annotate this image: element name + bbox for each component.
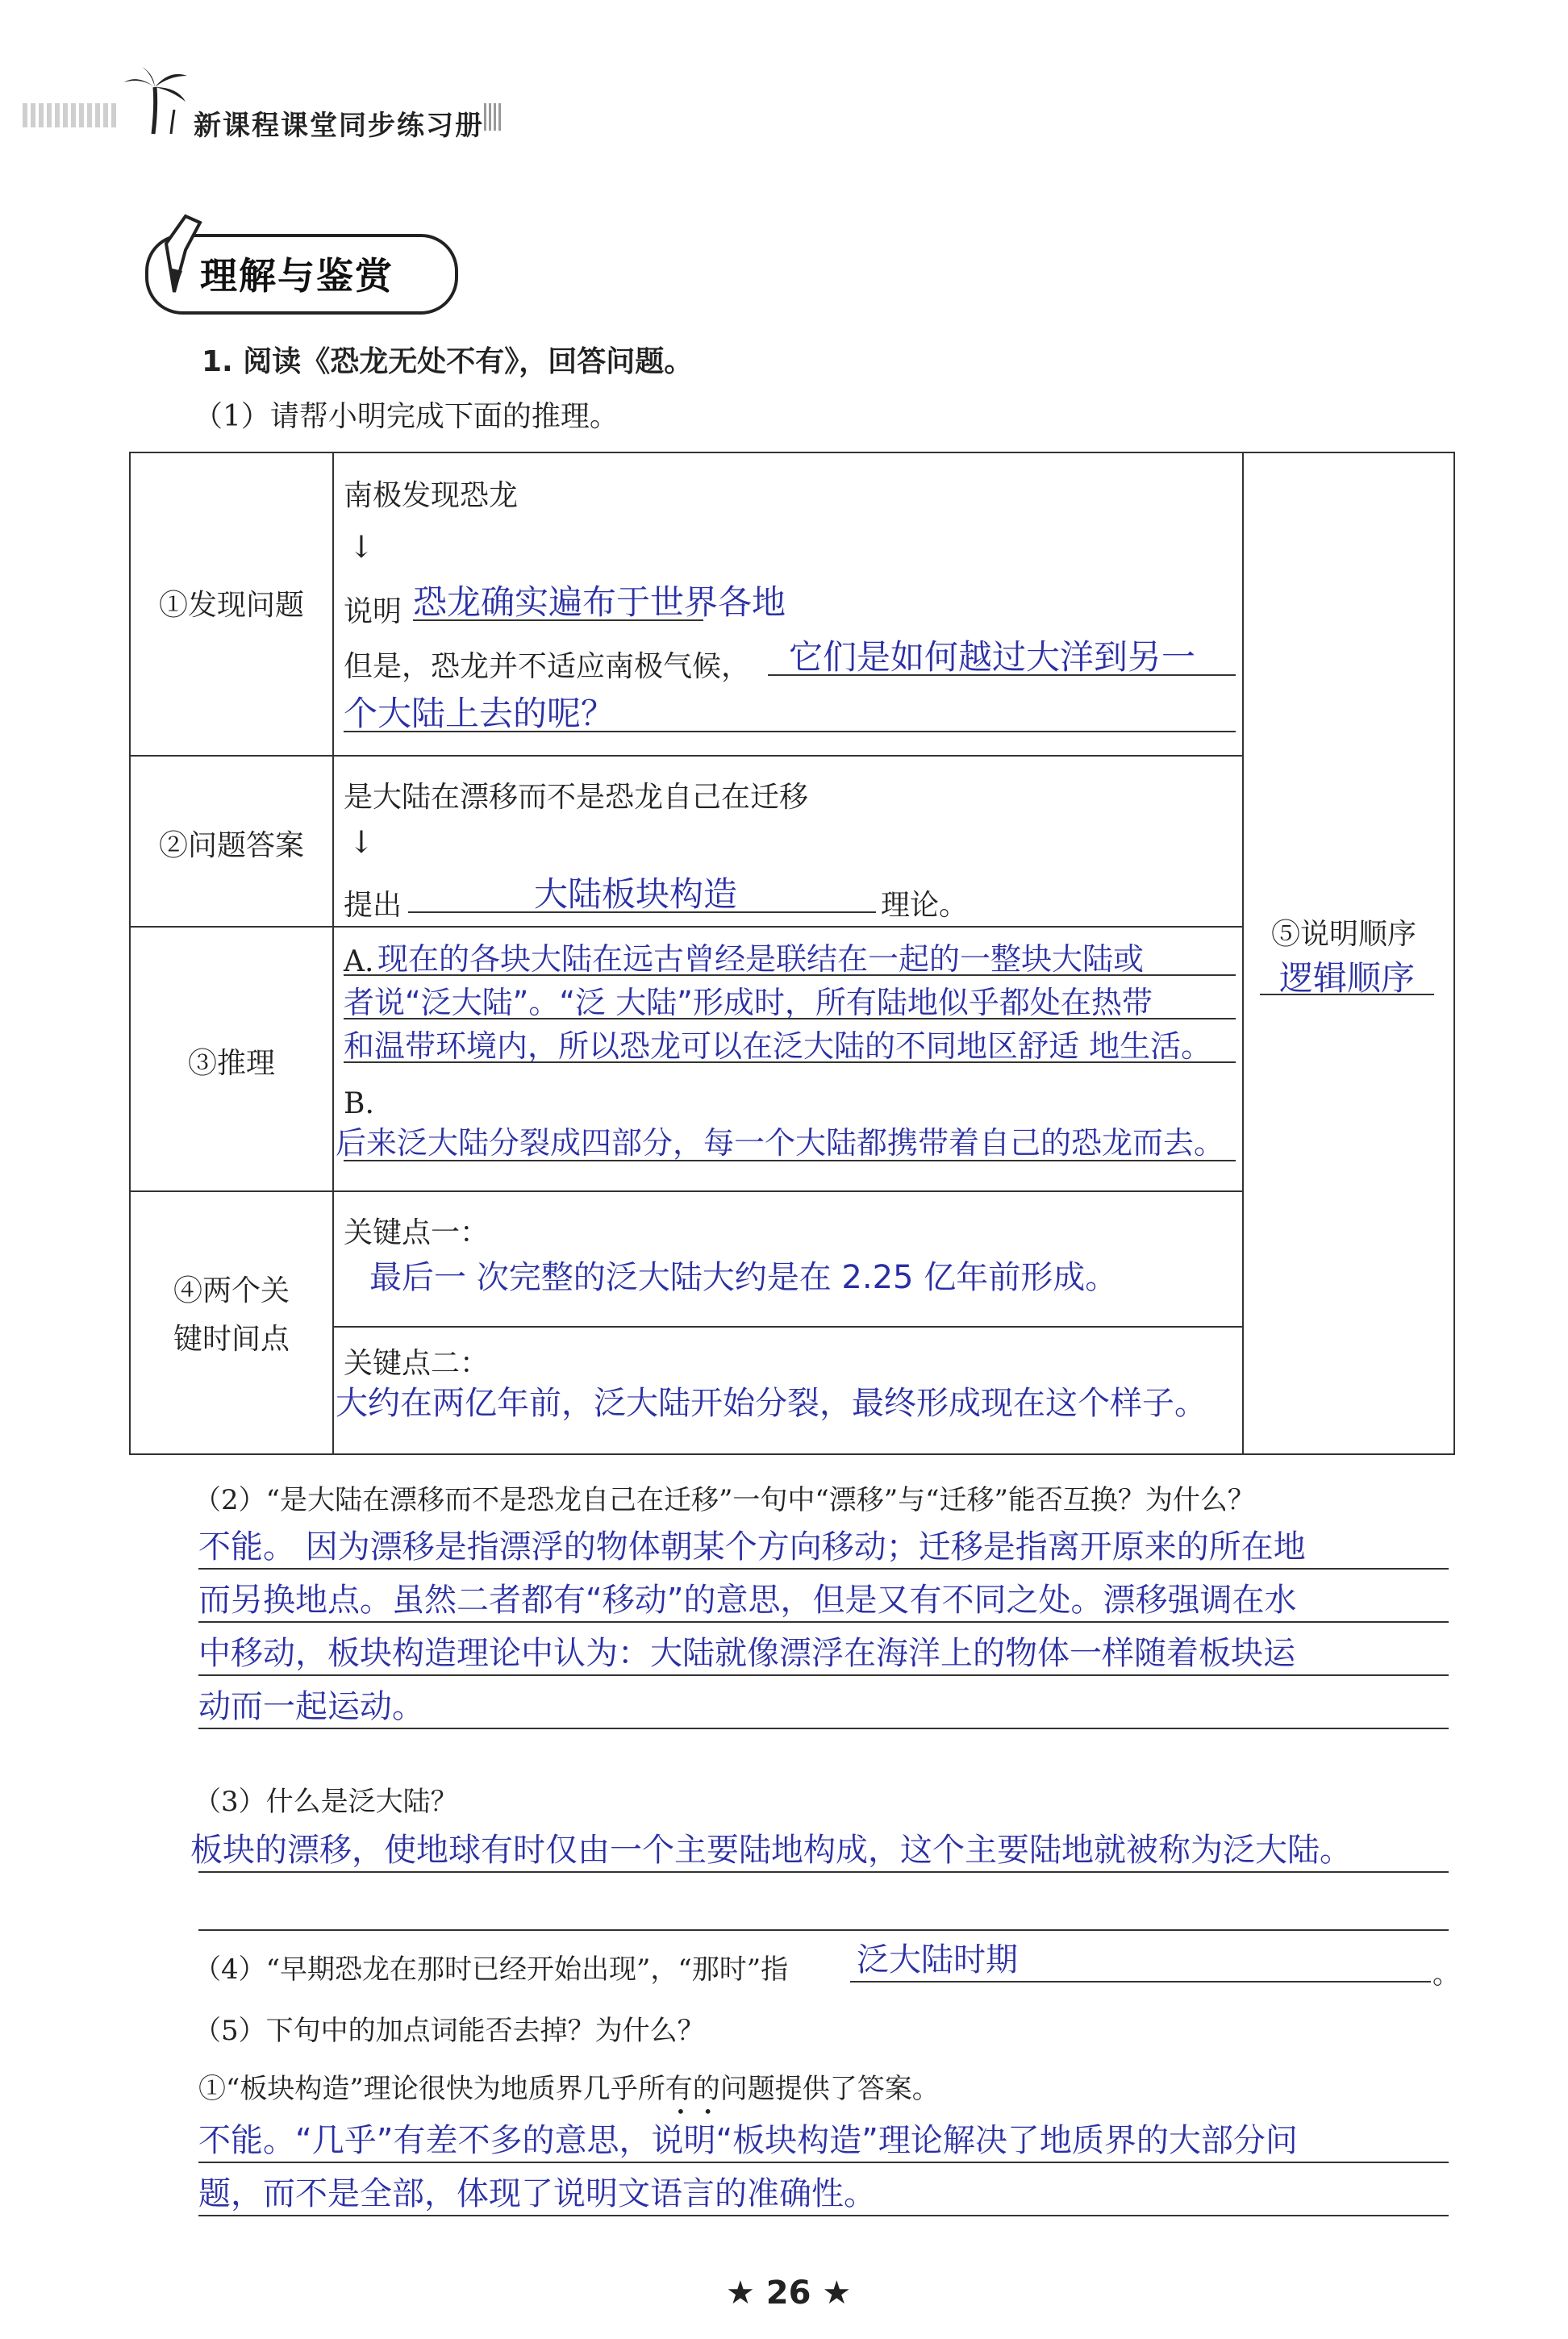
explain-order-label: ⑤说明顺序: [1271, 918, 1417, 951]
row-label-reasoning: ③推理: [187, 1047, 275, 1080]
sub2-answer-line1: 不能。 因为漂移是指漂浮的物体朝某个方向移动；迁移是指离开原来的所在地: [198, 1528, 1306, 1566]
question-title: 1. 阅读《恐龙无处不有》，回答问题。: [202, 345, 694, 378]
key-point-2-label: 关键点二：: [344, 1347, 490, 1380]
row1-text1: 南极发现恐龙: [344, 479, 519, 512]
row-label-discover: ①发现问题: [158, 589, 304, 622]
row2-text1: 是大陆在漂移而不是恐龙自己在迁移: [344, 781, 809, 814]
header-decoration-right: [484, 103, 502, 131]
sub-question-1: （1）请帮小明完成下面的推理。: [194, 400, 619, 433]
pencil-icon: [158, 211, 206, 300]
page-number: ★ 26 ★: [726, 2274, 852, 2312]
sub4-answer: 泛大陆时期: [857, 1941, 1018, 1978]
sub3-answer: 板块的漂移，使地球有时仅由一个主要陆地构成，这个主要陆地就被称为泛大陆。: [190, 1832, 1352, 1869]
section-title: 理解与鉴赏: [200, 254, 394, 298]
row-label-timepoints-1: ④两个关: [173, 1274, 290, 1307]
sub5-answer-line1: 不能。“几乎”有差不多的意思，说明“板块构造”理论解决了地质界的大部分问: [198, 2122, 1298, 2159]
row3-a-label: A.: [344, 945, 374, 978]
sub5-answer-line2: 题，而不是全部，体现了说明文语言的准确性。: [198, 2175, 876, 2212]
palm-tree-icon: [121, 63, 190, 136]
key-point-2-answer: 大约在两亿年前，泛大陆开始分裂，最终形成现在这个样子。: [336, 1385, 1207, 1422]
row1-text3: 但是，恐龙并不适应南极气候，: [344, 650, 751, 683]
reasoning-table: [129, 452, 1455, 1455]
sub-question-2: （2）“是大陆在漂移而不是恐龙自己在迁移”一句中“漂移”与“迁移”能否互换？为什么？: [194, 1484, 1255, 1516]
sub-question-5: （5）下句中的加点词能否去掉？为什么？: [194, 2015, 705, 2047]
row2-suffix: 理论。: [881, 889, 969, 922]
row1-answer2b: 个大陆上去的呢？: [344, 694, 615, 733]
book-title: 新课程课堂同步练习册: [194, 110, 484, 142]
row1-answer2a: 它们是如何越过大洋到另一: [789, 637, 1196, 677]
row-label-timepoints-2: 键时间点: [173, 1323, 290, 1356]
header-decoration: [23, 103, 119, 127]
key-point-1-label: 关键点一：: [344, 1216, 490, 1249]
row3-a-answer-1: 现在的各块大陆在远古曾经是联结在一起的一整块大陆或: [377, 941, 1145, 977]
row3-a-answer-3: 和温带环境内，所以恐龙可以在泛大陆的不同地区舒适 地生活。: [344, 1028, 1212, 1064]
sub2-answer-line2: 而另换地点。虽然二者都有“移动”的意思，但是又有不同之处。漂移强调在水: [198, 1582, 1297, 1619]
key-point-1-answer: 最后一 次完整的泛大陆大约是在 2.25 亿年前形成。: [369, 1259, 1118, 1296]
sub-question-3: （3）什么是泛大陆？: [194, 1786, 458, 1818]
row2-prefix: 提出: [344, 889, 402, 922]
row3-b-answer: 后来泛大陆分裂成四部分，每一个大陆都携带着自己的恐龙而去。: [336, 1125, 1225, 1161]
row1-answer1: 恐龙确实遍布于世界各地: [413, 582, 786, 622]
emphasis-dots: ••: [676, 2102, 731, 2121]
sub2-answer-line4: 动而一起运动。: [198, 1688, 424, 1725]
explain-order-answer: 逻辑顺序: [1279, 958, 1416, 998]
sub-question-4-prefix: （4）“早期恐龙在那时已经开始出现”，“那时”指: [194, 1953, 789, 1986]
sub-question-4-suffix: 。: [1432, 1958, 1460, 1991]
sub2-answer-line3: 中移动，板块构造理论中认为：大陆就像漂浮在海洋上的物体一样随着板块运: [198, 1635, 1295, 1672]
row1-prefix: 说明: [344, 595, 402, 628]
down-arrow-icon: ↓: [348, 529, 374, 565]
sub5-sentence: ①“板块构造”理论很快为地质界几乎所有的问题提供了答案。: [198, 2073, 940, 2105]
row3-a-answer-2: 者说“泛大陆”。“泛 大陆”形成时，所有陆地似乎都处在热带: [344, 985, 1153, 1020]
row-label-answer: ②问题答案: [158, 829, 304, 862]
down-arrow-icon: ↓: [348, 824, 374, 860]
row3-b-label: B.: [344, 1087, 374, 1120]
row2-answer: 大陆板块构造: [534, 874, 738, 914]
